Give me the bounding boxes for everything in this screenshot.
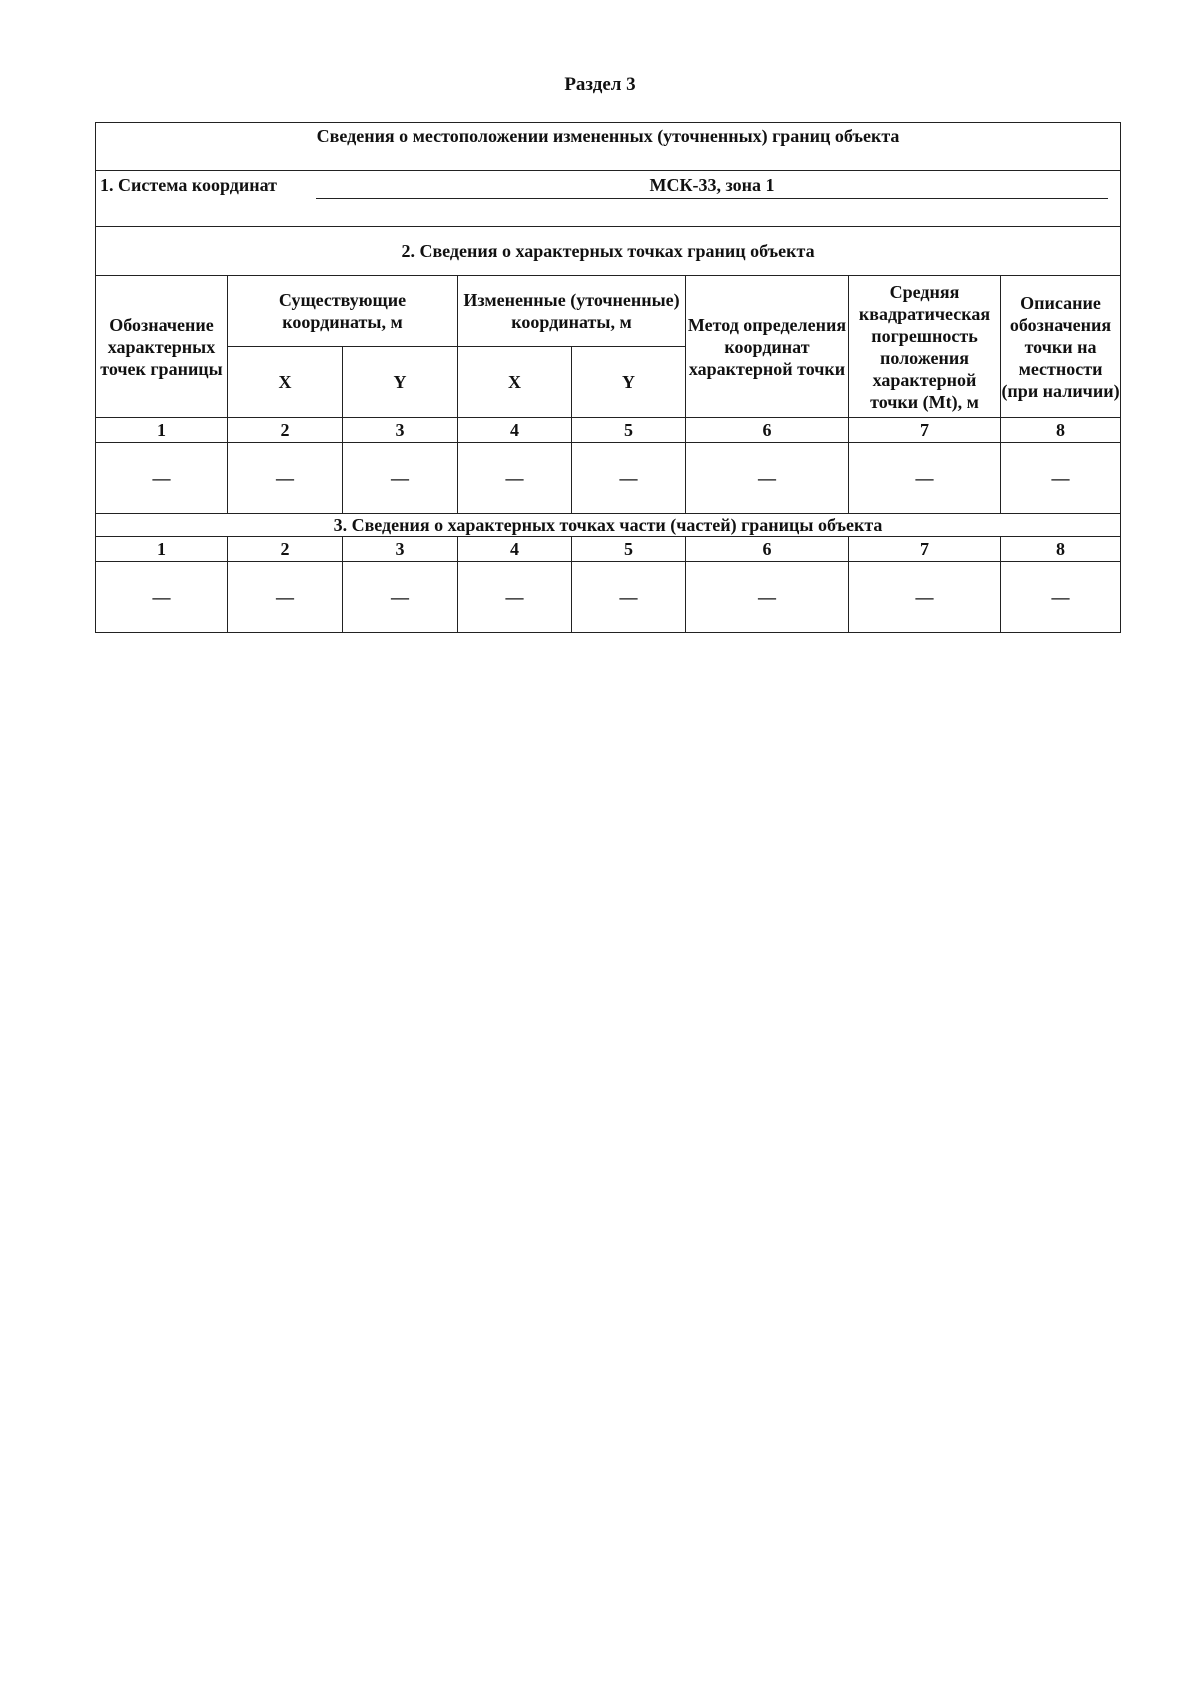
coord-system-value: МСК-33, зона 1 [316,174,1108,199]
col-number: 4 [458,418,572,443]
col-number: 1 [96,537,228,562]
col-number: 7 [849,537,1001,562]
section3-column-numbers [96,537,1121,562]
cell-empty: — [343,443,458,514]
col-number: 1 [96,418,228,443]
cell-empty: — [686,443,849,514]
col-number: 6 [686,537,849,562]
cell-empty: — [458,562,572,633]
cell-empty: — [849,443,1001,514]
table-row [96,443,1121,514]
header-mean-error: Средняя квадратическая погрешность положения характерной точки (Mt), м [849,276,1001,418]
col-number: 8 [1001,418,1121,443]
col-number: 6 [686,418,849,443]
boundary-table [95,122,1121,633]
header-changed-y: Y [572,347,686,418]
cell-empty: — [1001,443,1121,514]
col-number: 5 [572,418,686,443]
header-existing-coords: Существующие координаты, м [228,276,458,347]
cell-empty: — [458,443,572,514]
cell-empty: — [228,562,343,633]
header-changed-x: X [458,347,572,418]
banner-title: Сведения о местоположении измененных (уточненных) границ объекта [96,123,1121,171]
cell-empty: — [96,562,228,633]
cell-empty: — [228,443,343,514]
col-number: 8 [1001,537,1121,562]
section2-column-numbers [96,418,1121,443]
col-number: 7 [849,418,1001,443]
banner-row [96,123,1121,171]
coord-system-label: 1. Система координат [100,175,277,195]
header-row-1 [96,276,1121,347]
col-number: 5 [572,537,686,562]
cell-empty: — [1001,562,1121,633]
header-existing-y: Y [343,347,458,418]
cell-empty: — [96,443,228,514]
cell-empty: — [572,562,686,633]
col-number: 3 [343,537,458,562]
section2-title-row [96,227,1121,276]
section2-title: 2. Сведения о характерных точках границ объекта [96,227,1121,276]
section3-title: 3. Сведения о характерных точках части (частей) границы объекта [96,514,1121,537]
col-number: 3 [343,418,458,443]
cell-empty: — [686,562,849,633]
section3-title-row [96,514,1121,537]
col-number: 4 [458,537,572,562]
cell-empty: — [849,562,1001,633]
table-row [96,562,1121,633]
header-changed-coords: Измененные (уточненные) координаты, м [458,276,686,347]
page-title: Раздел 3 [564,74,636,95]
header-point-designation: Обозначение характерных точек границы [96,276,228,418]
col-number: 2 [228,418,343,443]
header-description: Описание обозначения точки на местности (при наличии) [1001,276,1121,418]
header-method: Метод определения координат характерной точки [686,276,849,418]
cell-empty: — [572,443,686,514]
header-existing-x: X [228,347,343,418]
cell-empty: — [343,562,458,633]
coord-system-row [96,171,1121,227]
col-number: 2 [228,537,343,562]
